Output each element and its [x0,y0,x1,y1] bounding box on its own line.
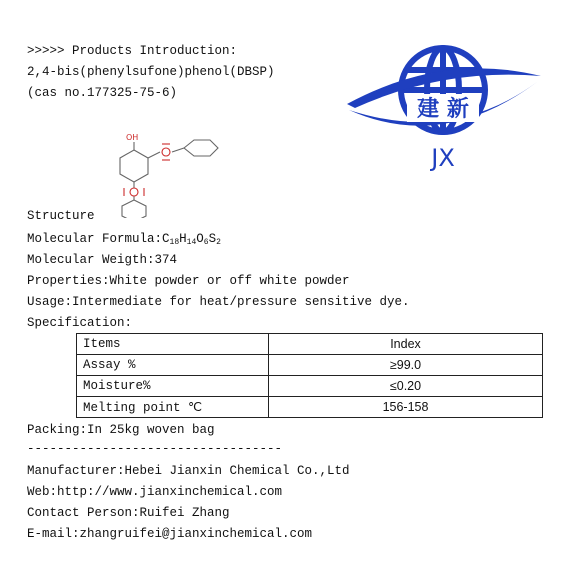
contact-person: Contact Person:Ruifei Zhang [27,506,230,520]
divider: ---------------------------------- [27,442,283,456]
formula-element: H [179,232,187,246]
molecular-formula [27,231,221,251]
molecular-weight: Molecular Weigth:374 [27,253,178,267]
properties: Properties:White powder or off white powder [27,274,350,288]
table-row [77,355,543,376]
specification-table [76,333,543,418]
central-ring [120,150,148,182]
website-link[interactable]: Web:http://www.jianxinchemical.com [27,485,283,499]
specification-label: Specification: [27,316,133,330]
packing: Packing:In 25kg woven bag [27,423,215,437]
table-header-row [77,334,543,355]
logo-chinese-characters: 建 新 [417,97,469,122]
table-row [77,376,543,397]
table-cell: Moisture% [77,376,269,397]
formula-subscript: 18 [169,238,180,247]
formula-subscript: 14 [186,238,197,247]
logo-letters: JX [431,144,455,172]
structure-label: Structure [27,209,95,223]
formula-label: Molecular Formula: [27,232,163,246]
product-name: 2,4-bis(phenylsufone)phenol(DBSP) [27,65,275,79]
formula-subscript: 2 [216,238,221,247]
table-cell: Melting point ℃ [77,397,269,418]
cas-number: (cas no.177325-75-6) [27,86,178,100]
table-cell: ≤0.20 [269,376,543,397]
top-phenyl-ring [184,140,218,156]
company-logo [343,32,543,177]
manufacturer: Manufacturer:Hebei Jianxin Chemical Co.,Ltd [27,464,350,478]
products-intro-heading: >>>>> Products Introduction: [27,44,238,58]
formula-element: S [208,232,217,246]
formula-subscript: 6 [203,238,209,247]
formula-element: C [162,232,170,246]
table-cell: Assay % [77,355,269,376]
chemical-structure-diagram [100,128,240,218]
formula-element: O [196,232,204,246]
bottom-phenyl-ring [122,200,146,218]
table-row [77,397,543,418]
oh-group-label: OH [126,133,139,142]
usage: Usage:Intermediate for heat/pressure sensitive dye. [27,295,410,309]
table-cell: 156-158 [269,397,543,418]
table-header: Index [269,334,543,355]
email-link[interactable]: E-mail:zhangruifei@jianxinchemical.com [27,527,313,541]
table-cell: ≥99.0 [269,355,543,376]
table-header: Items [77,334,269,355]
